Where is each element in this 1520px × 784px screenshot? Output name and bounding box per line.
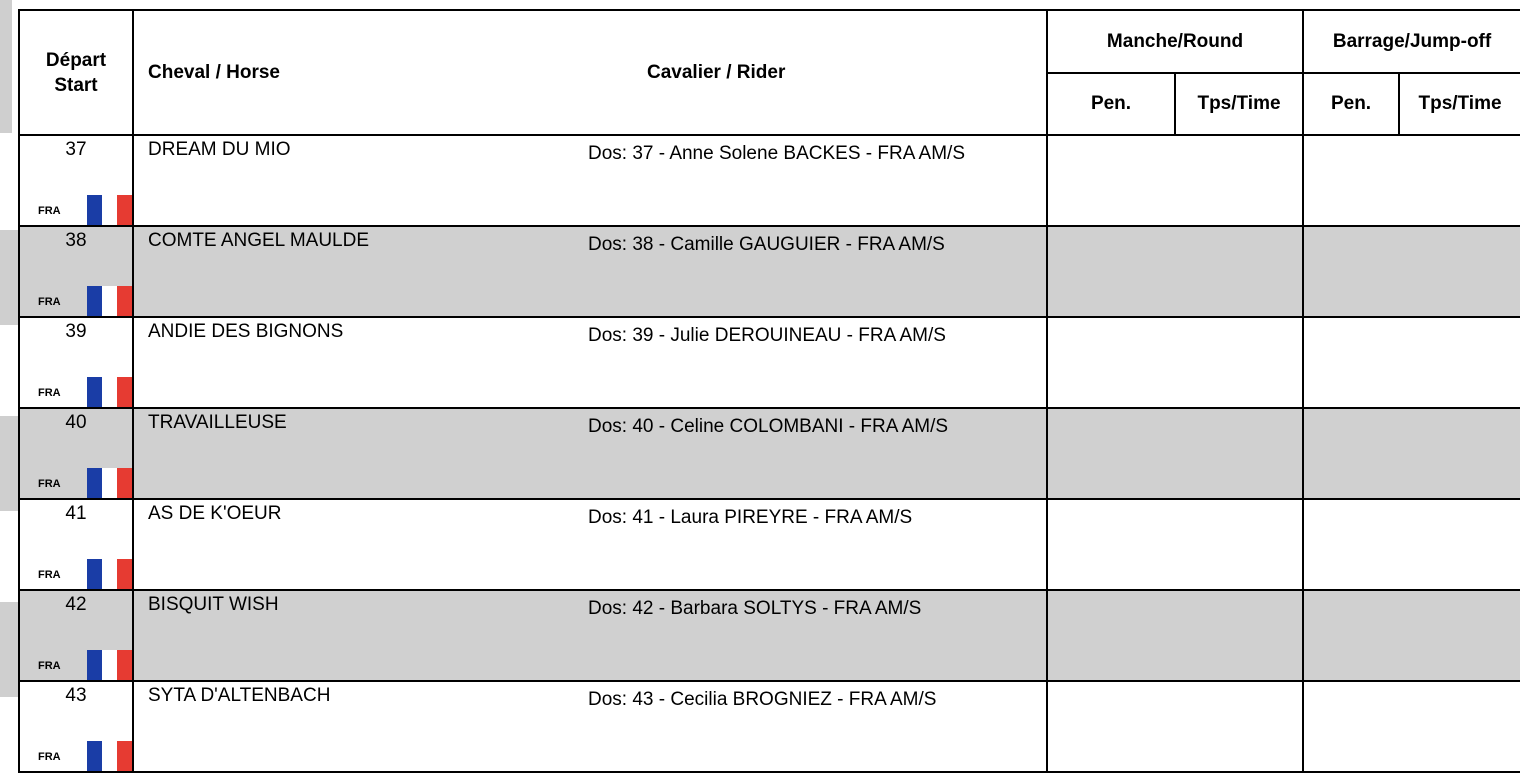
- row-strip: [0, 230, 18, 325]
- start-number: 39: [65, 321, 87, 342]
- rider-header: Cavalier / Rider: [647, 61, 786, 83]
- horse-rider-cell: [133, 135, 1047, 226]
- table-row: [19, 499, 1520, 590]
- france-flag-icon: [87, 559, 132, 589]
- left-margin-strip: [0, 0, 12, 133]
- france-flag-icon: [87, 195, 132, 225]
- nation-code: FRA: [38, 569, 61, 581]
- horse-rider-cell: [133, 681, 1047, 772]
- horse-name: ANDIE DES BIGNONS: [148, 321, 344, 342]
- jumpoff-result-cell: [1303, 499, 1520, 590]
- round-penalties-header: Pen.: [1047, 73, 1175, 135]
- horse-name: DREAM DU MIO: [148, 139, 291, 160]
- start-cell: [19, 408, 133, 499]
- table-row: [19, 317, 1520, 408]
- round-result-cell: [1047, 408, 1303, 499]
- rider-info: Dos: 40 - Celine COLOMBANI - FRA AM/S: [588, 416, 949, 437]
- horse-name: AS DE K'OEUR: [148, 503, 282, 524]
- round-time-header: Tps/Time: [1175, 73, 1303, 135]
- round-result-cell: [1047, 499, 1303, 590]
- start-header-en: Start: [54, 74, 98, 96]
- row-strip: [0, 602, 18, 697]
- jumpoff-time-header: Tps/Time: [1399, 73, 1520, 135]
- nation-code: FRA: [38, 387, 61, 399]
- jumpoff-result-cell: [1303, 408, 1520, 499]
- nation-code: FRA: [38, 205, 61, 217]
- horse-name: BISQUIT WISH: [148, 594, 279, 615]
- rider-info: Dos: 43 - Cecilia BROGNIEZ - FRA AM/S: [588, 689, 937, 710]
- round-header: Manche/Round: [1047, 10, 1303, 73]
- horse-name: SYTA D'ALTENBACH: [148, 685, 331, 706]
- jumpoff-penalties-header: Pen.: [1303, 73, 1399, 135]
- row-strip: [0, 416, 18, 511]
- start-number: 43: [65, 685, 87, 706]
- start-cell: [19, 590, 133, 681]
- horse-rider-cell: [133, 590, 1047, 681]
- start-cell: [19, 317, 133, 408]
- round-result-cell: [1047, 681, 1303, 772]
- france-flag-icon: [87, 741, 132, 771]
- jumpoff-result-cell: [1303, 317, 1520, 408]
- jumpoff-result-cell: [1303, 226, 1520, 317]
- start-cell: [19, 135, 133, 226]
- start-number: 41: [65, 503, 87, 524]
- table-row: [19, 681, 1520, 772]
- jumpoff-result-cell: [1303, 135, 1520, 226]
- horse-rider-cell: [133, 408, 1047, 499]
- start-cell: [19, 226, 133, 317]
- nation-code: FRA: [38, 660, 61, 672]
- start-number: 42: [65, 594, 87, 615]
- table-row: [19, 226, 1520, 317]
- table-row: [19, 135, 1520, 226]
- horse-name: TRAVAILLEUSE: [148, 412, 287, 433]
- jumpoff-result-cell: [1303, 681, 1520, 772]
- start-cell: [19, 499, 133, 590]
- round-result-cell: [1047, 590, 1303, 681]
- nation-code: FRA: [38, 751, 61, 763]
- table-row: [19, 590, 1520, 681]
- jumpoff-result-cell: [1303, 590, 1520, 681]
- start-cell: [19, 681, 133, 772]
- start-header-fr: Départ: [45, 49, 107, 71]
- france-flag-icon: [87, 377, 132, 407]
- horse-name: COMTE ANGEL MAULDE: [148, 230, 370, 251]
- france-flag-icon: [87, 286, 132, 316]
- round-result-cell: [1047, 317, 1303, 408]
- rider-info: Dos: 39 - Julie DEROUINEAU - FRA AM/S: [588, 325, 946, 346]
- start-column-header: [19, 10, 133, 135]
- nation-code: FRA: [38, 296, 61, 308]
- france-flag-icon: [87, 468, 132, 498]
- horse-rider-cell: [133, 317, 1047, 408]
- horse-header: Cheval / Horse: [148, 61, 280, 83]
- jumpoff-header: Barrage/Jump-off: [1303, 10, 1520, 73]
- horse-rider-column-header: [133, 10, 1047, 135]
- rider-info: Dos: 38 - Camille GAUGUIER - FRA AM/S: [588, 234, 945, 255]
- france-flag-icon: [87, 650, 132, 680]
- rider-info: Dos: 37 - Anne Solene BACKES - FRA AM/S: [588, 143, 966, 164]
- horse-rider-cell: [133, 499, 1047, 590]
- start-number: 37: [65, 139, 87, 160]
- round-result-cell: [1047, 226, 1303, 317]
- start-list-table: [18, 9, 1520, 773]
- rider-info: Dos: 42 - Barbara SOLTYS - FRA AM/S: [588, 598, 922, 619]
- table-row: [19, 408, 1520, 499]
- start-number: 40: [65, 412, 87, 433]
- round-result-cell: [1047, 135, 1303, 226]
- nation-code: FRA: [38, 478, 61, 490]
- start-number: 38: [65, 230, 87, 251]
- horse-rider-cell: [133, 226, 1047, 317]
- rider-info: Dos: 41 - Laura PIREYRE - FRA AM/S: [588, 507, 913, 528]
